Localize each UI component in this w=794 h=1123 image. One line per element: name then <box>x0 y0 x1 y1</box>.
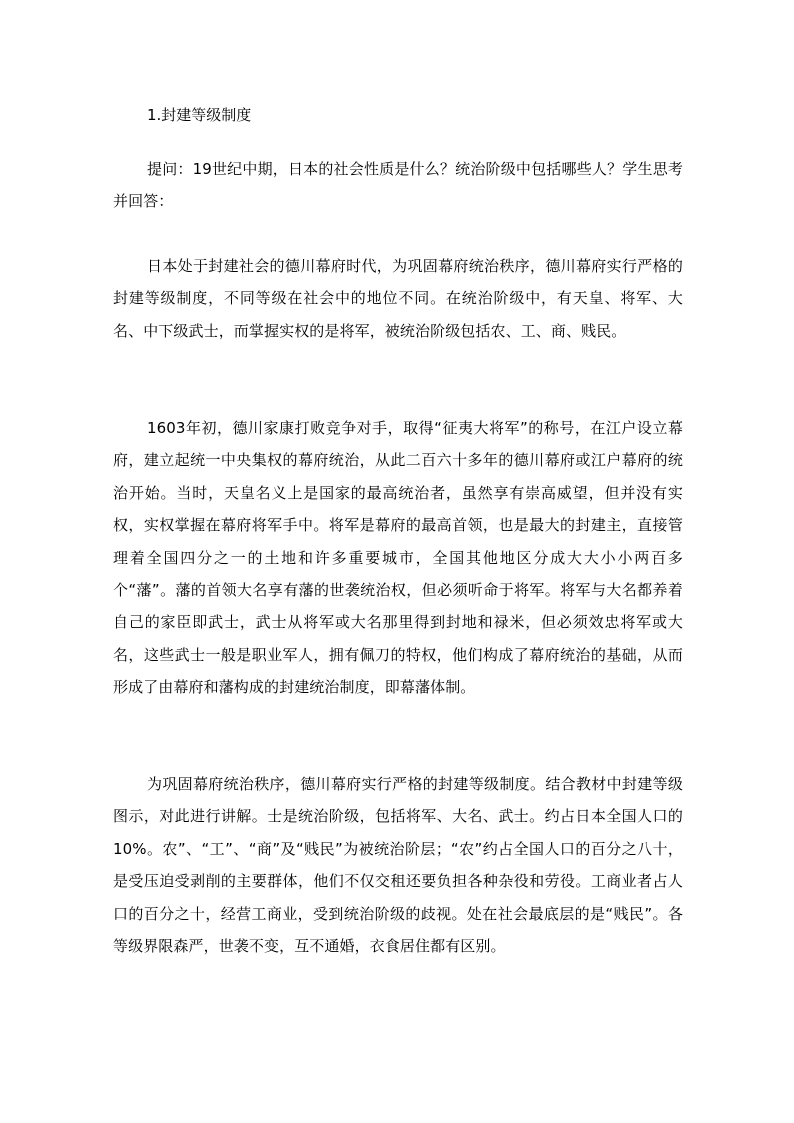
paragraph-tokugawa-history: 1603年初，德川家康打败竞争对手，取得“征夷大将军”的称号，在江户设立幕府，建立起统一中央集权的幕府统治，从此二百六十多年的德川幕府或江户幕府的统治开始。当时，天皇名义上是国家的最高统治者，虽然享有崇高威望，但并没有实权，实权掌握在幕府将军手中。将军是幕府的最高首领，也是最大的封建主，直接管理着全国四分之一的土地和许多重要城市，全国其他地区分成大大小小两百多个“藩”。藩的首领大名享有藩的世袭统治权，但必须听命于将军。将军与大名都养着自己的家臣即武士，武士从将军或大名那里得到封地和禄米，但必须效忠将军或大名，这些武士一般是职业军人，拥有佩刀的特权，他们构成了幕府统治的基础，从而形成了由幕府和藩构成的封建统治制度，即幕藩体制。 <box>113 419 683 697</box>
paragraph-answer: 日本处于封建社会的德川幕府时代，为巩固幕府统治秩序，德川幕府实行严格的封建等级制度，不同等级在社会中的地位不同。在统治阶级中，有天皇、将军、大名、中下级武士，而掌握实权的是将军，被统治阶级包括农、工、商、贱民。 <box>113 257 683 340</box>
section-heading: 1.封建等级制度 <box>147 106 252 124</box>
paragraph-class-system: 为巩固幕府统治秩序，德川幕府实行严格的封建等级制度。结合教材中封建等级图示，对此进行讲解。士是统治阶级，包括将军、大名、武士。约占日本全国人口的10%。农”、“工”、“商”及“贱民”为被统治阶层；“农”约占全国人口的百分之八十，是受压迫受剥削的主要群体，他们不仅交租还要负担各种杂役和劳役。工商业者占人口的百分之十，经营工商业，受到统治阶级的歧视。处在社会最底层的是“贱民”。各等级界限森严，世袭不变，互不通婚，衣食居住都有区别。 <box>113 775 683 956</box>
paragraph-question: 提问：19世纪中期，日本的社会性质是什么？统治阶级中包括哪些人？学生思考并回答： <box>113 160 683 211</box>
